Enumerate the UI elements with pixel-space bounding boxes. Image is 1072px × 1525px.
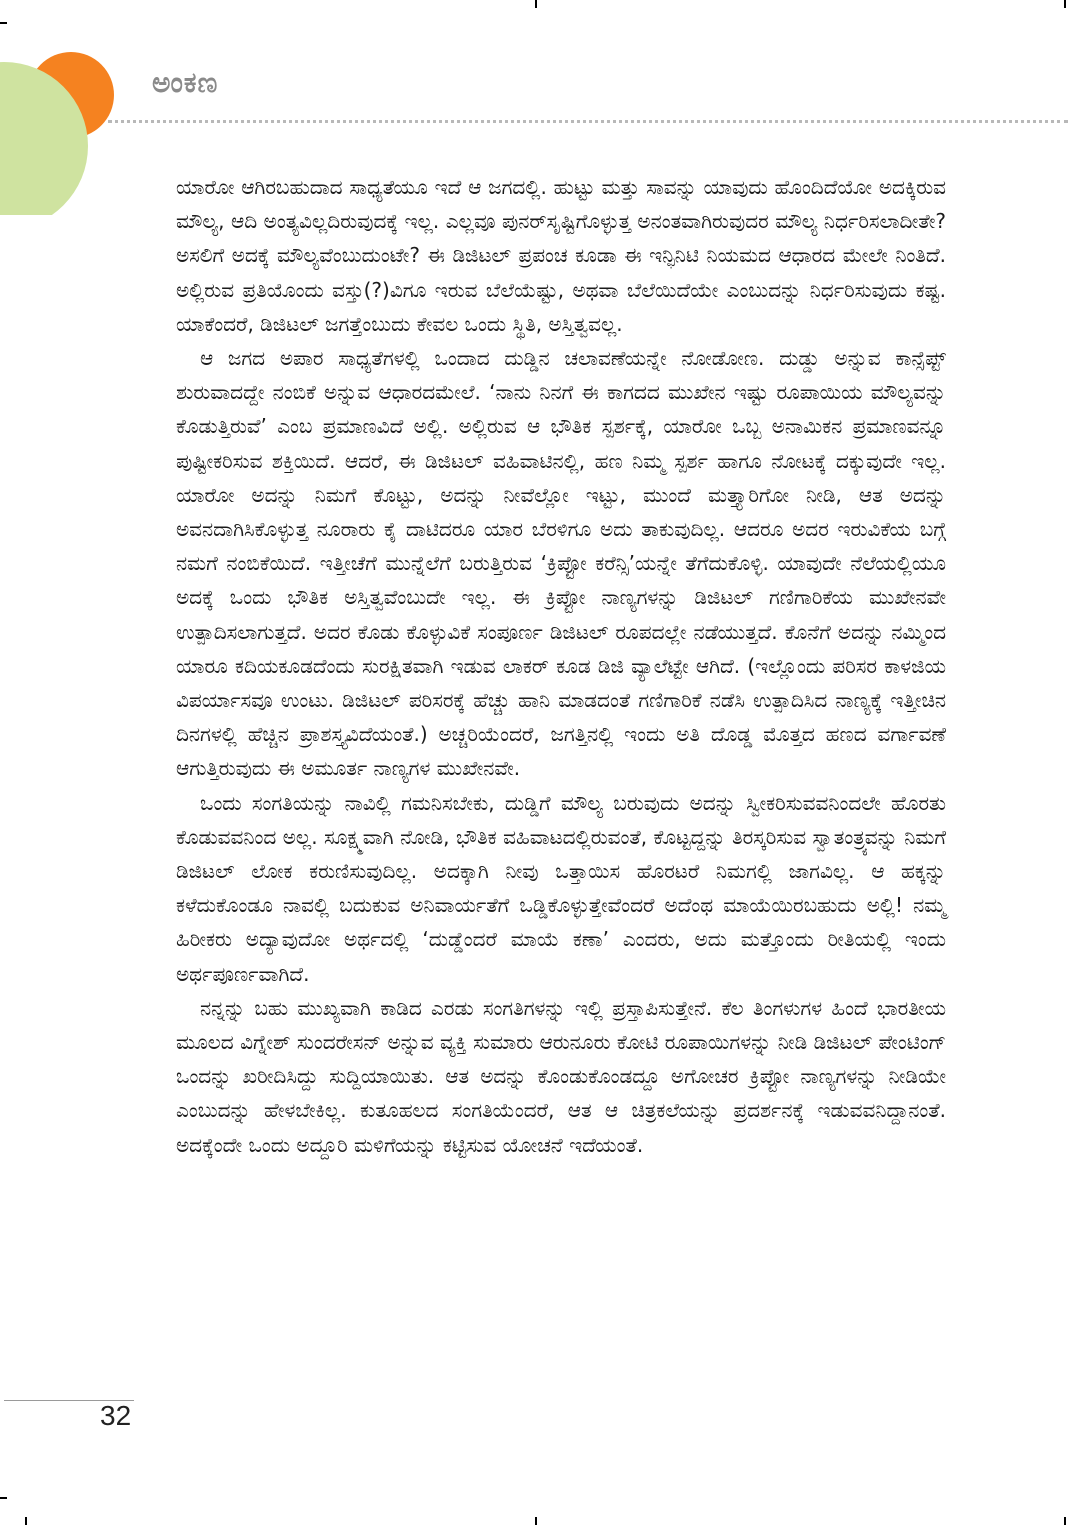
crop-mark-top-right <box>1064 0 1066 8</box>
crop-mark-bottom-left <box>0 1497 7 1499</box>
crop-mark-bottom-left-vertical <box>25 1517 27 1525</box>
crop-mark-top-left <box>0 22 7 24</box>
article-body <box>176 170 946 1162</box>
article-paragraph-2: ಆ ಜಗದ ಅಪಾರ ಸಾಧ್ಯತೆಗಳಲ್ಲಿ ಒಂದಾದ ದುಡ್ಡಿನ ಚಲಾವಣೆಯನ್ನೇ ನೋಡೋಣ. ದುಡ್ಡು ಅನ್ನುವ ಕಾನ್ಸೆಪ್ಟ್ ಶುರುವಾದದ್ದೇ ನಂಬಿಕೆ ಅನ್ನುವ ಆಧಾರದಮೇಲೆ. ‘ನಾನು ನಿನಗೆ ಈ ಕಾಗದದ ಮುಖೇನ ಇಷ್ಟು ರೂಪಾಯಿಯ ಮೌಲ್ಯವನ್ನು ಕೊಡುತ್ತಿರುವೆ’ ಎಂಬ ಪ್ರಮಾಣವಿದೆ ಅಲ್ಲಿ. ಅಲ್ಲಿರುವ ಆ ಭೌತಿಕ ಸ್ಪರ್ಶಕ್ಕೆ, ಯಾರೋ ಒಬ್ಬ ಅನಾಮಿಕನ ಪ್ರಮಾಣವನ್ನೂ ಪುಷ್ಟೀಕರಿಸುವ ಶಕ್ತಿಯಿದೆ. ಆದರೆ, ಈ ಡಿಜಿಟಲ್ ವಹಿವಾಟಿನಲ್ಲಿ, ಹಣ ನಿಮ್ಮ ಸ್ಪರ್ಶ ಹಾಗೂ ನೋಟಕ್ಕೆ ದಕ್ಕುವುದೇ ಇಲ್ಲ. ಯಾರೋ ಅದನ್ನು ನಿಮಗೆ ಕೊಟ್ಟು, ಅದನ್ನು ನೀವೆಲ್ಲೋ ಇಟ್ಟು, ಮುಂದೆ ಮತ್ತ್ಯಾರಿಗೋ ನೀಡಿ, ಆತ ಅದನ್ನು ಅವನದಾಗಿಸಿಕೊಳ್ಳುತ್ತ ನೂರಾರು ಕೈ ದಾಟಿದರೂ ಯಾರ ಬೆರಳಿಗೂ ಅದು ತಾಕುವುದಿಲ್ಲ. ಆದರೂ ಅದರ ಇರುವಿಕೆಯ ಬಗ್ಗೆ ನಮಗೆ ನಂಬಿಕೆಯಿದೆ. ಇತ್ತೀಚೆಗೆ ಮುನ್ನೆಲೆಗೆ ಬರುತ್ತಿರುವ ‘ಕ್ರಿಪ್ಟೋ ಕರೆನ್ಸಿ’ಯನ್ನೇ ತೆಗೆದುಕೊಳ್ಳಿ. ಯಾವುದೇ ನೆಲೆಯಲ್ಲಿಯೂ ಅದಕ್ಕೆ ಒಂದು ಭೌತಿಕ ಅಸ್ತಿತ್ವವೆಂಬುದೇ ಇಲ್ಲ. ಈ ಕ್ರಿಪ್ಟೋ ನಾಣ್ಯಗಳನ್ನು ಡಿಜಿಟಲ್ ಗಣಿಗಾರಿಕೆಯ ಮುಖೇನವೇ ಉತ್ಪಾದಿಸಲಾಗುತ್ತದೆ. ಅದರ ಕೊಡು ಕೊಳ್ಳುವಿಕೆ ಸಂಪೂರ್ಣ ಡಿಜಿಟಲ್ ರೂಪದಲ್ಲೇ ನಡೆಯುತ್ತದೆ. ಕೊನೆಗೆ ಅದನ್ನು ನಮ್ಮಿಂದ ಯಾರೂ ಕದಿಯಕೂಡದೆಂದು ಸುರಕ್ಷಿತವಾಗಿ ಇಡುವ ಲಾಕರ್ ಕೂಡ ಡಿಜಿ ವ್ಯಾಲೆಟ್ಟೇ ಆಗಿದೆ. (ಇಲ್ಲೊಂದು ಪರಿಸರ ಕಾಳಜಿಯ ವಿಪರ್ಯಾಸವೂ ಉಂಟು. ಡಿಜಿಟಲ್ ಪರಿಸರಕ್ಕೆ ಹೆಚ್ಚು ಹಾನಿ ಮಾಡದಂತೆ ಗಣಿಗಾರಿಕೆ ನಡೆಸಿ ಉತ್ಪಾದಿಸಿದ ನಾಣ್ಯಕ್ಕೆ ಇತ್ತೀಚಿನ ದಿನಗಳಲ್ಲಿ ಹೆಚ್ಚಿನ ಪ್ರಾಶಸ್ತ್ಯವಿದೆಯಂತೆ.) ಅಚ್ಚರಿಯೆಂದರೆ, ಜಗತ್ತಿನಲ್ಲಿ ಇಂದು ಅತಿ ದೊಡ್ಡ ಮೊತ್ತದ ಹಣದ ವರ್ಗಾವಣೆ ಆಗುತ್ತಿರುವುದು ಈ ಅಮೂರ್ತ ನಾಣ್ಯಗಳ ಮುಖೇನವೇ. <box>176 346 946 781</box>
article-paragraph-3: ಒಂದು ಸಂಗತಿಯನ್ನು ನಾವಿಲ್ಲಿ ಗಮನಿಸಬೇಕು, ದುಡ್ಡಿಗೆ ಮೌಲ್ಯ ಬರುವುದು ಅದನ್ನು ಸ್ವೀಕರಿಸುವವನಿಂದಲೇ ಹೊರತು ಕೊಡುವವನಿಂದ ಅಲ್ಲ. ಸೂಕ್ಷ್ಮವಾಗಿ ನೋಡಿ, ಭೌತಿಕ ವಹಿವಾಟದಲ್ಲಿರುವಂತೆ, ಕೊಟ್ಟದ್ದನ್ನು ತಿರಸ್ಕರಿಸುವ ಸ್ವಾತಂತ್ರ್ಯವನ್ನು ನಿಮಗೆ ಡಿಜಿಟಲ್ ಲೋಕ ಕರುಣಿಸುವುದಿಲ್ಲ. ಅದಕ್ಕಾಗಿ ನೀವು ಒತ್ತಾಯಿಸ ಹೊರಟರೆ ನಿಮಗಲ್ಲಿ ಜಾಗವಿಲ್ಲ. ಆ ಹಕ್ಕನ್ನು ಕಳೆದುಕೊಂಡೂ ನಾವಲ್ಲಿ ಬದುಕುವ ಅನಿವಾರ್ಯತೆಗೆ ಒಡ್ಡಿಕೊಳ್ಳುತ್ತೇವೆಂದರೆ ಅದೆಂಥ ಮಾಯೆಯಿರಬಹುದು ಅಲ್ಲಿ! ನಮ್ಮ ಹಿರೀಕರು ಅದ್ಯಾವುದೋ ಅರ್ಥದಲ್ಲಿ ‘ದುಡ್ಡೆಂದರೆ ಮಾಯೆ ಕಣಾ’ ಎಂದರು, ಅದು ಮತ್ತೊಂದು ರೀತಿಯಲ್ಲಿ ಇಂದು ಅರ್ಥಪೂರ್ಣವಾಗಿದೆ. <box>176 790 946 986</box>
section-title: ಅಂಕಣ <box>152 66 219 99</box>
header-dotted-rule <box>108 120 1068 123</box>
article-paragraph-4: ನನ್ನನ್ನು ಬಹು ಮುಖ್ಯವಾಗಿ ಕಾಡಿದ ಎರಡು ಸಂಗತಿಗಳನ್ನು ಇಲ್ಲಿ ಪ್ರಸ್ತಾಪಿಸುತ್ತೇನೆ. ಕೆಲ ತಿಂಗಳುಗಳ ಹಿಂದೆ ಭಾರತೀಯ ಮೂಲದ ವಿಗ್ನೇಶ್ ಸುಂದರೇಸನ್ ಅನ್ನುವ ವ್ಯಕ್ತಿ ಸುಮಾರು ಆರುನೂರು ಕೋಟಿ ರೂಪಾಯಿಗಳನ್ನು ನೀಡಿ ಡಿಜಿಟಲ್ ಪೇಂಟಿಂಗ್ ಒಂದನ್ನು ಖರೀದಿಸಿದ್ದು ಸುದ್ದಿಯಾಯಿತು. ಆತ ಅದನ್ನು ಕೊಂಡುಕೊಂಡದ್ದೂ ಅಗೋಚರ ಕ್ರಿಪ್ಟೋ ನಾಣ್ಯಗಳನ್ನು ನೀಡಿಯೇ ಎಂಬುದನ್ನು ಹೇಳಬೇಕಿಲ್ಲ. ಕುತೂಹಲದ ಸಂಗತಿಯೆಂದರೆ, ಆತ ಆ ಚಿತ್ರಕಲೆಯನ್ನು ಪ್ರದರ್ಶನಕ್ಕೆ ಇಡುವವನಿದ್ದಾನಂತೆ. ಅದಕ್ಕೆಂದೇ ಒಂದು ಅದ್ದೂರಿ ಮಳಿಗೆಯನ್ನು ಕಟ್ಟಿಸುವ ಯೋಚನೆ ಇದೆಯಂತೆ. <box>176 995 946 1157</box>
page-number: 32 <box>100 1400 132 1431</box>
decorative-circles <box>0 40 130 215</box>
crop-mark-bottom-center <box>535 1517 537 1525</box>
crop-mark-bottom-right <box>1064 1517 1066 1525</box>
article-paragraph-1: ಯಾರೋ ಆಗಿರಬಹುದಾದ ಸಾಧ್ಯತೆಯೂ ಇದೆ ಆ ಜಗದಲ್ಲಿ. ಹುಟ್ಟು ಮತ್ತು ಸಾವನ್ನು ಯಾವುದು ಹೊಂದಿದೆಯೋ ಅದಕ್ಕಿರುವ ಮೌಲ್ಯ, ಆದಿ ಅಂತ್ಯವಿಲ್ಲದಿರುವುದಕ್ಕೆ ಇಲ್ಲ. ಎಲ್ಲವೂ ಪುನರ್‌ಸೃಷ್ಟಿಗೊಳ್ಳುತ್ತ ಅನಂತವಾಗಿರುವುದರ ಮೌಲ್ಯ ನಿರ್ಧರಿಸಲಾದೀತೇ? ಅಸಲಿಗೆ ಅದಕ್ಕೆ ಮೌಲ್ಯವೆಂಬುದುಂಟೇ? ಈ ಡಿಜಿಟಲ್ ಪ್ರಪಂಚ ಕೂಡಾ ಈ ಇನ್ಫಿನಿಟಿ ನಿಯಮದ ಆಧಾರದ ಮೇಲೇ ನಿಂತಿದೆ. ಅಲ್ಲಿರುವ ಪ್ರತಿಯೊಂದು ವಸ್ತು(?)ವಿಗೂ ಇರುವ ಬೆಲೆಯೆಷ್ಟು, ಅಥವಾ ಬೆಲೆಯಿದೆಯೇ ಎಂಬುದನ್ನು ನಿರ್ಧರಿಸುವುದು ಕಷ್ಟ. ಯಾಕೆಂದರೆ, ಡಿಜಿಟಲ್ ಜಗತ್ತೆಂಬುದು ಕೇವಲ ಒಂದು ಸ್ಥಿತಿ, ಅಸ್ತಿತ್ವವಲ್ಲ. <box>176 175 946 336</box>
crop-mark-top-center <box>535 0 537 8</box>
